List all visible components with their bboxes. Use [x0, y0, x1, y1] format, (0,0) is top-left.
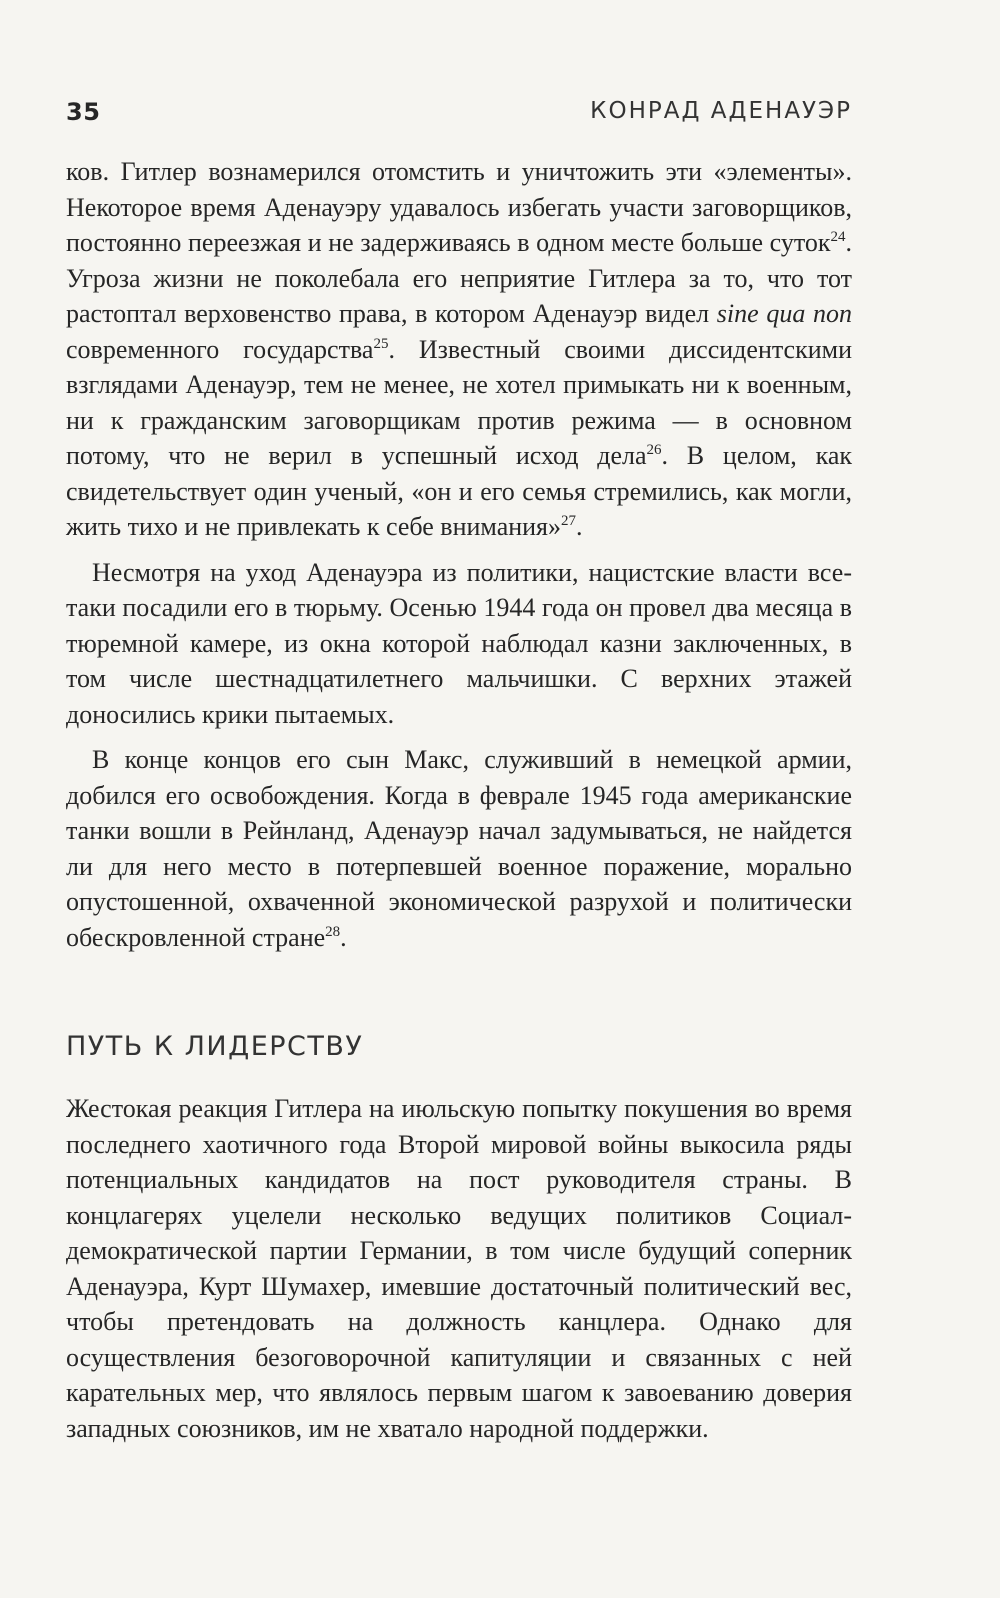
text-run: . [340, 922, 347, 952]
footnote-ref-24: 24 [830, 229, 846, 245]
text-run: современного государства [66, 334, 374, 364]
text-run: . Угроза жизни не поколебала его неприятие Гитлера за то, что тот растоптал верховенство права, в котором Аденауэр видел [66, 228, 852, 328]
running-header [66, 92, 852, 132]
footnote-ref-25: 25 [373, 335, 389, 352]
paragraph-leadership: Жестокая реакция Гитлера на июльскую попытку покушения во время последнего хаотичного года Второй мировой войны выкосила ряды потенциальных кандидатов на пост руководителя страны. В концлагерях уцелели несколько ведущих политиков Социал-демократической партии Германии, в том числе будущий соперник Аденауэра, Курт Шумахер, имевшие достаточный политический вес, чтобы претендовать на должность канцлера. Однако для осуществления безоговорочной капитуляции и связанных с ней карательных мер, что являлось первым шагом к завоеванию доверия западных союзников, им не хватало народной поддержки. [66, 1094, 852, 1443]
section-heading: ПУТЬ К ЛИДЕРСТВУ [66, 1031, 364, 1062]
latin-phrase: sine qua non [716, 299, 852, 328]
footnote-ref-28: 28 [325, 923, 341, 940]
paragraph-prison: Несмотря на уход Аденауэра из политики, нацистские власти все-таки посадили его в тюрьму. Осенью 1944 года он провел два месяца в тюремной камере, из окна которой наблюдал казни заключенных, в том числе шестнадцатилетнего мальчишки. С верхних этажей доносились крики пытаемых. [66, 557, 852, 729]
footnote-ref-27: 27 [561, 513, 577, 529]
text-run: В конце концов его сын Макс, служивший в немецкой армии, добился его освобождения. Когда в феврале 1945 года американские танки вошли в Рейнланд, Аденауэр начал задумываться, не найдется ли для него место в потерпевшей военное поражение, морально опустошенной, охваченной экономической разрухой и политически обескровленной стране [66, 745, 852, 952]
footnote-ref-26: 26 [646, 442, 662, 458]
text-run: . В целом, как свидетельствует один ученый, «он и его семья стремились, как могли, жить тихо и не привлекать к себе внимания» [66, 441, 853, 541]
text-run: . [576, 512, 583, 541]
section-body [66, 1091, 852, 1446]
paragraph-release [66, 742, 852, 955]
book-title: КОНРАД АДЕНАУЭР [590, 98, 852, 124]
text-run: . Известный своими диссидентскими взглядами Аденауэр, тем не менее, не хотел примыкать ни к военным, ни к гражданским заговорщикам против режима — в основном потому, что не верил в успешный исход дела [66, 334, 852, 470]
text-run: ков. Гитлер вознамерился отомстить и уничтожить эти «элементы». Некоторое время Аденауэру удавалось избегать участи заговорщиков, постоянно переезжая и не задерживаясь в одном месте больше суток [66, 157, 852, 257]
body-text [66, 154, 852, 955]
paragraph-continuation [66, 154, 852, 545]
page-number: 35 [66, 98, 101, 126]
